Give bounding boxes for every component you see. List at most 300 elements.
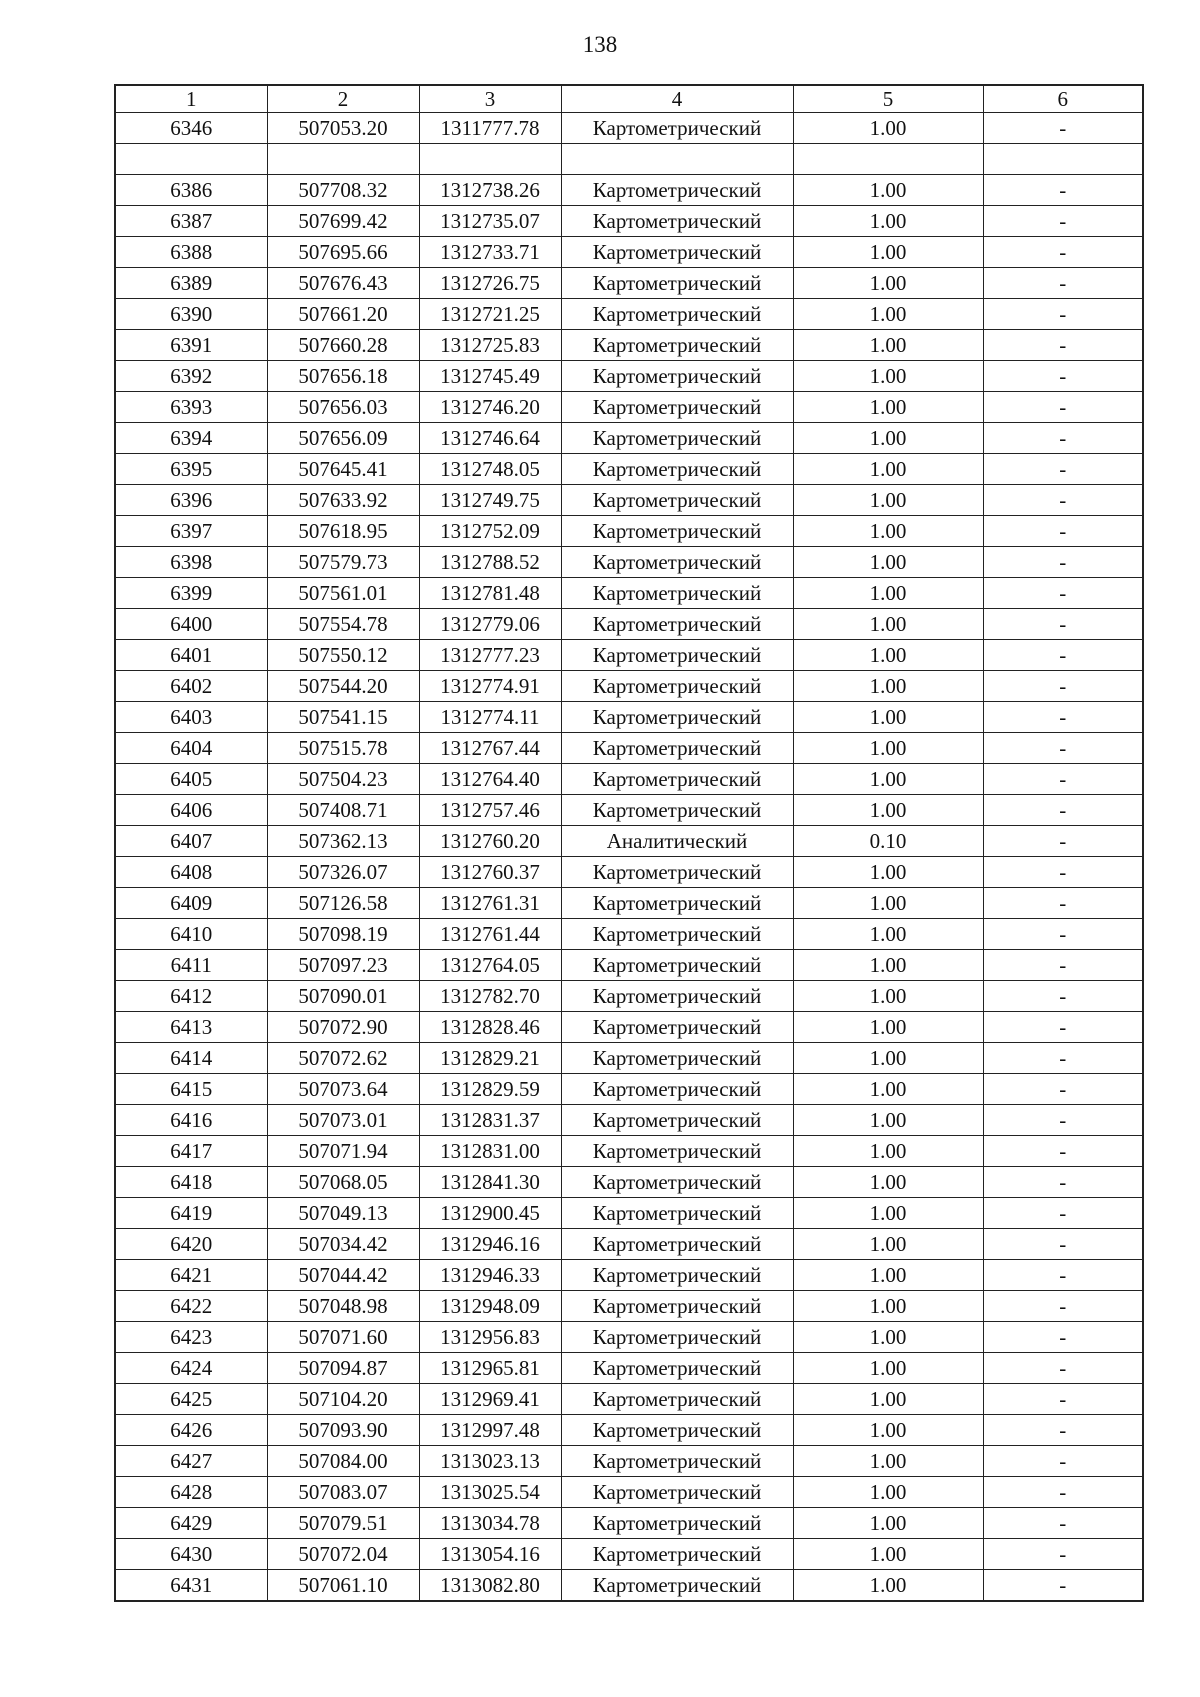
cell-y-coordinate: 1312829.59 [419, 1074, 561, 1105]
cell-point-number: 6397 [115, 516, 267, 547]
cell-accuracy: 1.00 [793, 516, 983, 547]
cell-accuracy: 1.00 [793, 1105, 983, 1136]
table-row [115, 1291, 1143, 1322]
cell-x-coordinate: 507579.73 [267, 547, 419, 578]
cell-point-number: 6410 [115, 919, 267, 950]
cell-y-coordinate: 1313054.16 [419, 1539, 561, 1570]
cell-method: Картометрический [561, 392, 793, 423]
cell-point-number: 6419 [115, 1198, 267, 1229]
table-row [115, 1322, 1143, 1353]
table-row [115, 1074, 1143, 1105]
cell-x-coordinate: 507554.78 [267, 609, 419, 640]
cell-x-coordinate: 507541.15 [267, 702, 419, 733]
table-body [115, 113, 1143, 1602]
cell-point-number: 6387 [115, 206, 267, 237]
cell-y-coordinate: 1312788.52 [419, 547, 561, 578]
cell-note: - [983, 1291, 1143, 1322]
table-row [115, 1508, 1143, 1539]
cell-note: - [983, 764, 1143, 795]
cell-note: - [983, 1384, 1143, 1415]
cell-point-number: 6428 [115, 1477, 267, 1508]
cell-method: Картометрический [561, 361, 793, 392]
cell-y-coordinate: 1311777.78 [419, 113, 561, 144]
cell-note: - [983, 1353, 1143, 1384]
cell-note: - [983, 1446, 1143, 1477]
cell-x-coordinate: 507079.51 [267, 1508, 419, 1539]
cell-note: - [983, 1508, 1143, 1539]
table-row [115, 485, 1143, 516]
cell-y-coordinate: 1312726.75 [419, 268, 561, 299]
cell-accuracy: 1.00 [793, 1446, 983, 1477]
cell-point-number: 6399 [115, 578, 267, 609]
cell-note: - [983, 1167, 1143, 1198]
coordinates-table [114, 84, 1144, 1602]
table-row [115, 1477, 1143, 1508]
cell-y-coordinate: 1312760.37 [419, 857, 561, 888]
cell-point-number: 6425 [115, 1384, 267, 1415]
cell-method: Картометрический [561, 175, 793, 206]
cell-y-coordinate: 1312997.48 [419, 1415, 561, 1446]
cell-accuracy: 0.10 [793, 826, 983, 857]
table-row [115, 1539, 1143, 1570]
cell-method: Картометрический [561, 950, 793, 981]
cell-y-coordinate [419, 144, 561, 175]
cell-accuracy: 1.00 [793, 857, 983, 888]
table-row [115, 516, 1143, 547]
cell-accuracy: 1.00 [793, 485, 983, 516]
cell-accuracy: 1.00 [793, 1322, 983, 1353]
table-row [115, 1012, 1143, 1043]
cell-accuracy: 1.00 [793, 206, 983, 237]
cell-point-number: 6407 [115, 826, 267, 857]
cell-note: - [983, 485, 1143, 516]
cell-x-coordinate: 507049.13 [267, 1198, 419, 1229]
table-row [115, 950, 1143, 981]
cell-x-coordinate: 507048.98 [267, 1291, 419, 1322]
cell-note: - [983, 888, 1143, 919]
cell-method: Картометрический [561, 1322, 793, 1353]
cell-method: Картометрический [561, 330, 793, 361]
cell-note: - [983, 1477, 1143, 1508]
cell-accuracy: 1.00 [793, 609, 983, 640]
cell-x-coordinate: 507072.62 [267, 1043, 419, 1074]
cell-x-coordinate: 507073.64 [267, 1074, 419, 1105]
cell-y-coordinate: 1313023.13 [419, 1446, 561, 1477]
cell-y-coordinate: 1312745.49 [419, 361, 561, 392]
cell-point-number: 6413 [115, 1012, 267, 1043]
cell-x-coordinate: 507660.28 [267, 330, 419, 361]
cell-x-coordinate: 507515.78 [267, 733, 419, 764]
cell-accuracy: 1.00 [793, 888, 983, 919]
cell-point-number: 6424 [115, 1353, 267, 1384]
cell-y-coordinate: 1313082.80 [419, 1570, 561, 1602]
cell-x-coordinate: 507645.41 [267, 454, 419, 485]
cell-note: - [983, 795, 1143, 826]
cell-point-number: 6400 [115, 609, 267, 640]
cell-point-number: 6430 [115, 1539, 267, 1570]
cell-accuracy: 1.00 [793, 175, 983, 206]
cell-note: - [983, 454, 1143, 485]
cell-note: - [983, 1260, 1143, 1291]
cell-x-coordinate: 507561.01 [267, 578, 419, 609]
cell-y-coordinate: 1312764.05 [419, 950, 561, 981]
table-row [115, 1198, 1143, 1229]
cell-x-coordinate: 507618.95 [267, 516, 419, 547]
cell-method: Картометрический [561, 485, 793, 516]
cell-y-coordinate: 1312956.83 [419, 1322, 561, 1353]
cell-point-number: 6389 [115, 268, 267, 299]
cell-note: - [983, 671, 1143, 702]
cell-y-coordinate: 1312779.06 [419, 609, 561, 640]
cell-accuracy: 1.00 [793, 733, 983, 764]
table-row [115, 857, 1143, 888]
cell-x-coordinate: 507104.20 [267, 1384, 419, 1415]
table-row [115, 640, 1143, 671]
cell-point-number: 6421 [115, 1260, 267, 1291]
cell-x-coordinate: 507090.01 [267, 981, 419, 1012]
cell-method: Картометрический [561, 1012, 793, 1043]
cell-accuracy: 1.00 [793, 764, 983, 795]
cell-method: Картометрический [561, 1167, 793, 1198]
cell-method: Картометрический [561, 1043, 793, 1074]
column-header-5: 5 [793, 85, 983, 113]
cell-method: Картометрический [561, 733, 793, 764]
cell-note: - [983, 1415, 1143, 1446]
cell-point-number: 6386 [115, 175, 267, 206]
cell-method: Картометрический [561, 640, 793, 671]
cell-method: Картометрический [561, 1074, 793, 1105]
cell-method: Картометрический [561, 1446, 793, 1477]
cell-point-number: 6393 [115, 392, 267, 423]
table-row [115, 795, 1143, 826]
cell-x-coordinate: 507071.60 [267, 1322, 419, 1353]
cell-point-number: 6404 [115, 733, 267, 764]
cell-method: Картометрический [561, 795, 793, 826]
cell-note: - [983, 206, 1143, 237]
cell-accuracy: 1.00 [793, 1167, 983, 1198]
cell-x-coordinate: 507550.12 [267, 640, 419, 671]
cell-y-coordinate: 1312965.81 [419, 1353, 561, 1384]
cell-note: - [983, 237, 1143, 268]
cell-x-coordinate: 507097.23 [267, 950, 419, 981]
cell-y-coordinate: 1312752.09 [419, 516, 561, 547]
cell-point-number: 6402 [115, 671, 267, 702]
cell-accuracy: 1.00 [793, 1539, 983, 1570]
cell-point-number: 6431 [115, 1570, 267, 1602]
cell-method: Картометрический [561, 1198, 793, 1229]
cell-y-coordinate: 1312841.30 [419, 1167, 561, 1198]
cell-y-coordinate: 1313025.54 [419, 1477, 561, 1508]
cell-y-coordinate: 1312767.44 [419, 733, 561, 764]
cell-y-coordinate: 1312900.45 [419, 1198, 561, 1229]
cell-y-coordinate: 1312948.09 [419, 1291, 561, 1322]
cell-y-coordinate: 1312761.31 [419, 888, 561, 919]
cell-x-coordinate: 507084.00 [267, 1446, 419, 1477]
cell-method: Картометрический [561, 609, 793, 640]
cell-note: - [983, 981, 1143, 1012]
cell-method: Картометрический [561, 1260, 793, 1291]
cell-x-coordinate: 507053.20 [267, 113, 419, 144]
cell-x-coordinate: 507073.01 [267, 1105, 419, 1136]
cell-x-coordinate: 507633.92 [267, 485, 419, 516]
cell-note: - [983, 1539, 1143, 1570]
cell-point-number: 6422 [115, 1291, 267, 1322]
cell-x-coordinate: 507094.87 [267, 1353, 419, 1384]
cell-y-coordinate: 1312831.00 [419, 1136, 561, 1167]
cell-x-coordinate: 507072.90 [267, 1012, 419, 1043]
table-row [115, 764, 1143, 795]
cell-accuracy: 1.00 [793, 423, 983, 454]
cell-x-coordinate: 507098.19 [267, 919, 419, 950]
cell-accuracy: 1.00 [793, 1291, 983, 1322]
table-row [115, 206, 1143, 237]
cell-point-number: 6420 [115, 1229, 267, 1260]
table-row [115, 237, 1143, 268]
cell-point-number: 6412 [115, 981, 267, 1012]
cell-accuracy: 1.00 [793, 671, 983, 702]
cell-x-coordinate: 507072.04 [267, 1539, 419, 1570]
cell-point-number: 6418 [115, 1167, 267, 1198]
cell-y-coordinate: 1312777.23 [419, 640, 561, 671]
cell-note: - [983, 609, 1143, 640]
cell-x-coordinate: 507362.13 [267, 826, 419, 857]
cell-point-number: 6408 [115, 857, 267, 888]
cell-note: - [983, 1322, 1143, 1353]
cell-method: Картометрический [561, 237, 793, 268]
table-row [115, 392, 1143, 423]
table-row [115, 1229, 1143, 1260]
table-row [115, 175, 1143, 206]
table-row [115, 826, 1143, 857]
cell-accuracy: 1.00 [793, 392, 983, 423]
cell-x-coordinate: 507326.07 [267, 857, 419, 888]
cell-note: - [983, 1229, 1143, 1260]
cell-note: - [983, 423, 1143, 454]
cell-x-coordinate: 507083.07 [267, 1477, 419, 1508]
table-row [115, 1167, 1143, 1198]
cell-note: - [983, 578, 1143, 609]
cell-x-coordinate: 507676.43 [267, 268, 419, 299]
table-row [115, 1136, 1143, 1167]
table-row [115, 454, 1143, 485]
cell-accuracy: 1.00 [793, 1198, 983, 1229]
cell-accuracy: 1.00 [793, 1260, 983, 1291]
cell-note [983, 144, 1143, 175]
cell-point-number: 6391 [115, 330, 267, 361]
column-header-2: 2 [267, 85, 419, 113]
cell-x-coordinate: 507656.03 [267, 392, 419, 423]
cell-y-coordinate: 1312746.64 [419, 423, 561, 454]
table-row [115, 268, 1143, 299]
cell-x-coordinate: 507034.42 [267, 1229, 419, 1260]
cell-point-number [115, 144, 267, 175]
cell-accuracy: 1.00 [793, 299, 983, 330]
column-header-1: 1 [115, 85, 267, 113]
cell-point-number: 6429 [115, 1508, 267, 1539]
cell-accuracy: 1.00 [793, 330, 983, 361]
cell-y-coordinate: 1312748.05 [419, 454, 561, 485]
cell-y-coordinate: 1312749.75 [419, 485, 561, 516]
table-row [115, 578, 1143, 609]
table-row [115, 981, 1143, 1012]
cell-x-coordinate: 507068.05 [267, 1167, 419, 1198]
cell-method: Картометрический [561, 764, 793, 795]
cell-accuracy: 1.00 [793, 702, 983, 733]
cell-note: - [983, 919, 1143, 950]
cell-note: - [983, 547, 1143, 578]
table-row [115, 733, 1143, 764]
cell-method: Картометрический [561, 113, 793, 144]
cell-method: Картометрический [561, 1291, 793, 1322]
cell-accuracy: 1.00 [793, 1415, 983, 1446]
table-row [115, 423, 1143, 454]
cell-y-coordinate: 1312746.20 [419, 392, 561, 423]
cell-method: Картометрический [561, 1477, 793, 1508]
cell-note: - [983, 175, 1143, 206]
cell-y-coordinate: 1312764.40 [419, 764, 561, 795]
cell-accuracy: 1.00 [793, 1012, 983, 1043]
cell-point-number: 6414 [115, 1043, 267, 1074]
cell-point-number: 6395 [115, 454, 267, 485]
cell-method: Картометрический [561, 1570, 793, 1602]
cell-y-coordinate: 1312757.46 [419, 795, 561, 826]
cell-note: - [983, 1105, 1143, 1136]
cell-x-coordinate: 507544.20 [267, 671, 419, 702]
cell-method: Картометрический [561, 702, 793, 733]
cell-method: Картометрический [561, 671, 793, 702]
table-row [115, 1384, 1143, 1415]
cell-accuracy: 1.00 [793, 1508, 983, 1539]
cell-point-number: 6416 [115, 1105, 267, 1136]
cell-method: Картометрический [561, 268, 793, 299]
table-row [115, 1043, 1143, 1074]
cell-accuracy: 1.00 [793, 795, 983, 826]
cell-accuracy [793, 144, 983, 175]
cell-note: - [983, 299, 1143, 330]
column-header-4: 4 [561, 85, 793, 113]
cell-accuracy: 1.00 [793, 640, 983, 671]
cell-x-coordinate: 507656.18 [267, 361, 419, 392]
column-header-6: 6 [983, 85, 1143, 113]
cell-accuracy: 1.00 [793, 237, 983, 268]
cell-note: - [983, 1074, 1143, 1105]
table-row [115, 1260, 1143, 1291]
cell-x-coordinate: 507126.58 [267, 888, 419, 919]
table-row [115, 1446, 1143, 1477]
table-row [115, 919, 1143, 950]
cell-method: Картометрический [561, 1508, 793, 1539]
cell-point-number: 6394 [115, 423, 267, 454]
cell-accuracy: 1.00 [793, 1074, 983, 1105]
cell-point-number: 6411 [115, 950, 267, 981]
cell-point-number: 6417 [115, 1136, 267, 1167]
cell-accuracy: 1.00 [793, 950, 983, 981]
cell-accuracy: 1.00 [793, 113, 983, 144]
cell-y-coordinate: 1312828.46 [419, 1012, 561, 1043]
cell-method: Картометрический [561, 1539, 793, 1570]
cell-accuracy: 1.00 [793, 1229, 983, 1260]
cell-note: - [983, 392, 1143, 423]
page-number: 138 [582, 32, 618, 57]
cell-y-coordinate: 1312735.07 [419, 206, 561, 237]
cell-accuracy: 1.00 [793, 1043, 983, 1074]
cell-note: - [983, 1012, 1143, 1043]
cell-note: - [983, 702, 1143, 733]
cell-note: - [983, 268, 1143, 299]
cell-x-coordinate: 507661.20 [267, 299, 419, 330]
table-row [115, 671, 1143, 702]
cell-accuracy: 1.00 [793, 1570, 983, 1602]
cell-point-number: 6403 [115, 702, 267, 733]
cell-y-coordinate: 1312721.25 [419, 299, 561, 330]
cell-note: - [983, 113, 1143, 144]
cell-y-coordinate: 1312761.44 [419, 919, 561, 950]
cell-method: Аналитический [561, 826, 793, 857]
cell-point-number: 6392 [115, 361, 267, 392]
cell-x-coordinate: 507656.09 [267, 423, 419, 454]
table-row [115, 1415, 1143, 1446]
table-row [115, 547, 1143, 578]
cell-method: Картометрический [561, 578, 793, 609]
cell-method: Картометрический [561, 857, 793, 888]
cell-point-number: 6396 [115, 485, 267, 516]
cell-point-number: 6409 [115, 888, 267, 919]
cell-method: Картометрический [561, 1229, 793, 1260]
cell-point-number: 6401 [115, 640, 267, 671]
cell-note: - [983, 826, 1143, 857]
cell-point-number: 6426 [115, 1415, 267, 1446]
cell-method: Картометрический [561, 1415, 793, 1446]
cell-note: - [983, 733, 1143, 764]
cell-method: Картометрический [561, 423, 793, 454]
table-header-row [115, 85, 1143, 113]
cell-y-coordinate: 1312725.83 [419, 330, 561, 361]
cell-method: Картометрический [561, 516, 793, 547]
cell-note: - [983, 1136, 1143, 1167]
cell-point-number: 6423 [115, 1322, 267, 1353]
cell-x-coordinate: 507504.23 [267, 764, 419, 795]
cell-accuracy: 1.00 [793, 1353, 983, 1384]
cell-point-number: 6405 [115, 764, 267, 795]
cell-method: Картометрический [561, 919, 793, 950]
cell-note: - [983, 640, 1143, 671]
cell-method: Картометрический [561, 888, 793, 919]
cell-note: - [983, 1198, 1143, 1229]
cell-point-number: 6415 [115, 1074, 267, 1105]
table-row [115, 1105, 1143, 1136]
cell-method [561, 144, 793, 175]
table-row [115, 702, 1143, 733]
cell-method: Картометрический [561, 454, 793, 485]
cell-accuracy: 1.00 [793, 919, 983, 950]
cell-x-coordinate: 507093.90 [267, 1415, 419, 1446]
table-row [115, 144, 1143, 175]
table-row [115, 888, 1143, 919]
table-row [115, 609, 1143, 640]
cell-accuracy: 1.00 [793, 454, 983, 485]
cell-accuracy: 1.00 [793, 578, 983, 609]
cell-note: - [983, 516, 1143, 547]
cell-note: - [983, 361, 1143, 392]
cell-y-coordinate: 1312946.16 [419, 1229, 561, 1260]
cell-y-coordinate: 1312733.71 [419, 237, 561, 268]
cell-y-coordinate: 1312946.33 [419, 1260, 561, 1291]
cell-point-number: 6398 [115, 547, 267, 578]
cell-y-coordinate: 1312760.20 [419, 826, 561, 857]
cell-accuracy: 1.00 [793, 361, 983, 392]
cell-method: Картометрический [561, 547, 793, 578]
cell-y-coordinate: 1312831.37 [419, 1105, 561, 1136]
